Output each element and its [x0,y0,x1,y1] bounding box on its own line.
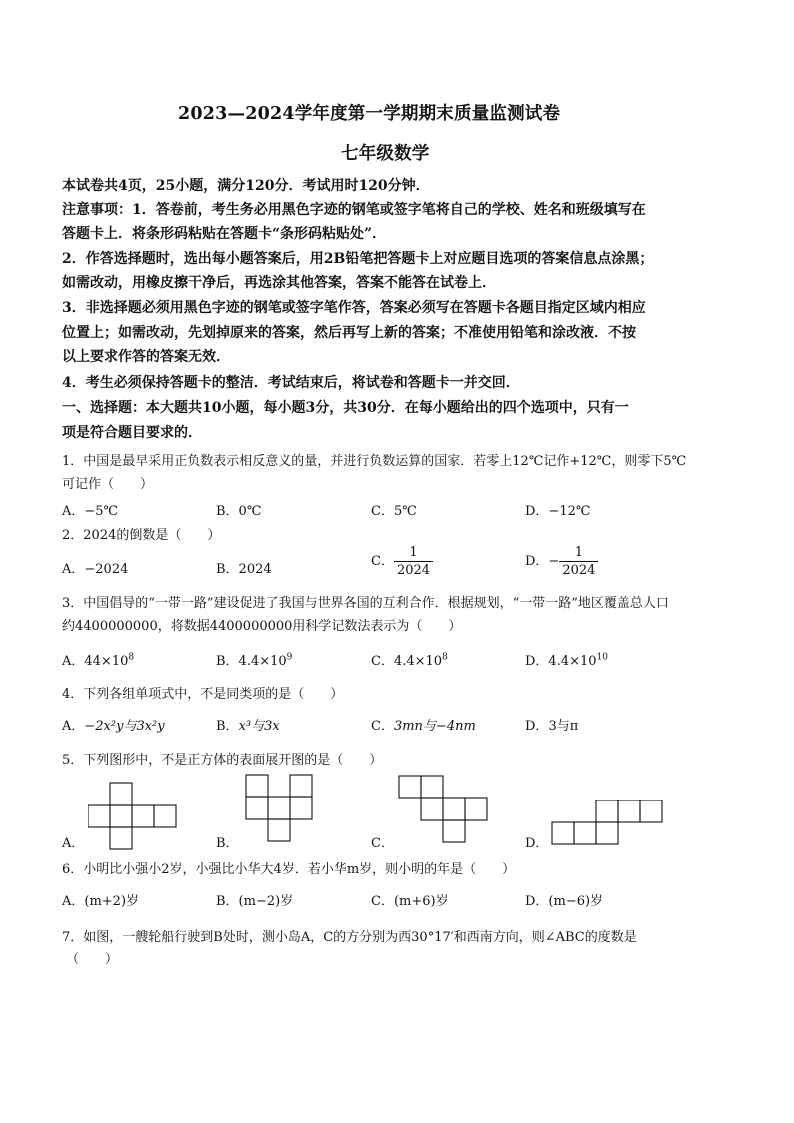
q4-option-c [371,715,476,734]
q2-option-c-fraction [394,546,433,577]
q4-option-a [62,715,165,734]
q5-net-c [398,775,493,843]
q3-option-c-exponent: 8 [442,652,448,663]
q3-option-d [525,650,608,669]
net-b-square [290,797,312,819]
net-d-square [618,800,640,822]
q3-option-c-base: C．4.4×10 [371,654,443,669]
net-c-square [421,798,443,820]
q3-stem-line-1: 3．中国倡导的“一带一路”建设促进了我国与世界各国的互利合作．根据规划，“一带一路”地区覆盖总人口 [62,596,669,611]
net-a-square [88,805,110,827]
q4-option-b-label: B． [216,719,239,734]
page-subtitle: 七年级数学 [341,144,430,164]
note-3-line-1: 3．非选择题必须用黑色字迹的钢笔或签字笔作答，答案必须写在答题卡各题目指定区域内相应 [62,300,646,316]
q6-option-d: D．(m−6)岁 [525,894,604,909]
q5-net-a [88,782,183,850]
q4-option-a-text: −2x²y与3x²y [84,719,165,734]
exam-intro: 本试卷共4页，25小题，满分120分．考试用时120分钟． [62,178,430,194]
net-d-square [552,822,574,844]
q1-option-d: D．−12℃ [525,504,591,519]
q6-option-b: B．(m−2)岁 [216,894,294,909]
note-3-line-2: 位置上；如需改动，先划掉原来的答案，然后再写上新的答案；不准使用铅笔和涂改液．不按 [62,325,636,341]
section-1-heading-line-1: 一、选择题：本大题共10小题，每小题3分，共30分．在每小题给出的四个选项中，只有一 [62,400,629,416]
q3-option-d-exponent: 10 [596,652,608,663]
q1-option-c: C．5℃ [371,504,417,519]
net-c-square [443,798,465,820]
q3-option-b-base: B．4.4×10 [216,654,287,669]
q2-option-c [371,546,433,577]
net-d-square [574,822,596,844]
q1-stem-line-1: 1．中国是最早采用正负数表示相反意义的量，并进行负数运算的国家．若零上12℃记作+12℃，则零下5℃ [62,454,687,469]
q4-option-b [216,715,280,734]
q7-stem-line-1: 7．如图，一艘轮船行驶到B处时，测小岛A，C的方分别为西30°17′和西南方向，则∠ABC的度数是 [62,930,637,945]
page-title: 2023—2024学年度第一学期期末质量监测试卷 [178,104,561,124]
q4-option-a-label: A． [62,719,85,734]
net-c-square [399,776,421,798]
q2-option-b: B．2024 [216,562,272,577]
q2-stem: 2．2024的倒数是（ ） [62,528,221,543]
net-b-square [246,775,268,797]
q6-option-c: C．(m+6)岁 [371,894,449,909]
q2-option-c-denominator: 2024 [396,563,431,578]
net-c-square [443,820,465,842]
section-1-heading-line-2: 项是符合题目要求的． [62,425,202,441]
q3-option-a-base: A．44×10 [62,654,129,669]
net-d-square [596,822,618,844]
q7-stem-line-2: （ ） [66,952,119,967]
q4-option-c-text: 3mn与−4nm [393,719,476,734]
q1-option-a: A．−5℃ [62,504,119,519]
q4-option-c-label: C． [371,719,394,734]
q4-stem: 4．下列各组单项式中，不是同类项的是（ ） [62,687,344,702]
q2-option-d-label: D．− [525,554,560,569]
q2-option-d-numerator: 1 [559,546,598,562]
net-c-square [421,776,443,798]
net-a-square [110,827,132,849]
q3-stem-line-2: 约4400000000，将数据4400000000用科学记数法表示为（ ） [62,619,462,634]
note-2-line-2: 如需改动，用橡皮擦干净后，再选涂其他答案，答案不能答在试卷上． [62,275,496,291]
note-3-line-3: 以上要求作答的答案无效． [62,349,230,365]
note-1-line-1: 注意事项：1．答卷前，考生务必用黑色字迹的钢笔或签字笔将自己的学校、姓名和班级填写在 [62,202,646,218]
net-a-square [132,805,154,827]
q5-option-b: B． [216,836,239,851]
q4-option-d-text: 3与π [548,719,579,734]
q5-net-d [551,800,669,846]
q5-option-c: C． [371,836,394,851]
net-d-square [640,800,662,822]
q6-stem: 6．小明比小强小2岁，小强比小华大4岁．若小华m岁，则小明的年是（ ） [62,862,516,877]
q3-option-c [371,650,448,669]
q4-option-d [525,715,578,734]
q2-option-c-label: C． [371,554,394,569]
q3-option-d-base: D．4.4×10 [525,654,597,669]
q6-option-a: A．(m+2)岁 [62,894,140,909]
note-4: 4．考生必须保持答题卡的整洁．考试结束后，将试卷和答题卡一并交回． [62,375,520,391]
q5-stem: 5．下列图形中，不是正方体的表面展开图的是（ ） [62,753,383,768]
q1-stem-line-2: 可记作（ ） [62,477,154,492]
q5-option-d: D． [525,836,549,851]
q2-option-d [525,546,598,577]
q5-net-b [245,774,315,844]
net-b-square [290,775,312,797]
net-b-square [268,797,290,819]
q3-option-b [216,650,292,669]
q2-option-c-numerator: 1 [394,546,433,562]
net-a-square [110,805,132,827]
net-b-square [268,819,290,841]
net-c-square [465,798,487,820]
q3-option-a [62,650,134,669]
q5-option-a: A． [62,836,85,851]
net-d-square [596,800,618,822]
q2-option-d-fraction [559,546,598,577]
net-a-square [110,783,132,805]
q4-option-b-text: x³与3x [238,719,280,734]
q2-option-a: A．−2024 [62,562,129,577]
net-a-square [154,805,176,827]
note-1-line-2: 答题卡上．将条形码粘贴在答题卡“条形码粘贴处”． [62,226,387,242]
note-2-line-1: 2．作答选择题时，选出每小题答案后，用2B铅笔把答题卡上对应题目选项的答案信息点涂黑； [62,251,654,267]
q3-option-b-exponent: 9 [286,652,293,663]
q4-option-d-label: D． [525,719,549,734]
q3-option-a-exponent: 8 [128,652,135,663]
net-b-square [246,797,268,819]
q1-option-b: B．0℃ [216,504,262,519]
q2-option-d-denominator: 2024 [562,563,596,578]
